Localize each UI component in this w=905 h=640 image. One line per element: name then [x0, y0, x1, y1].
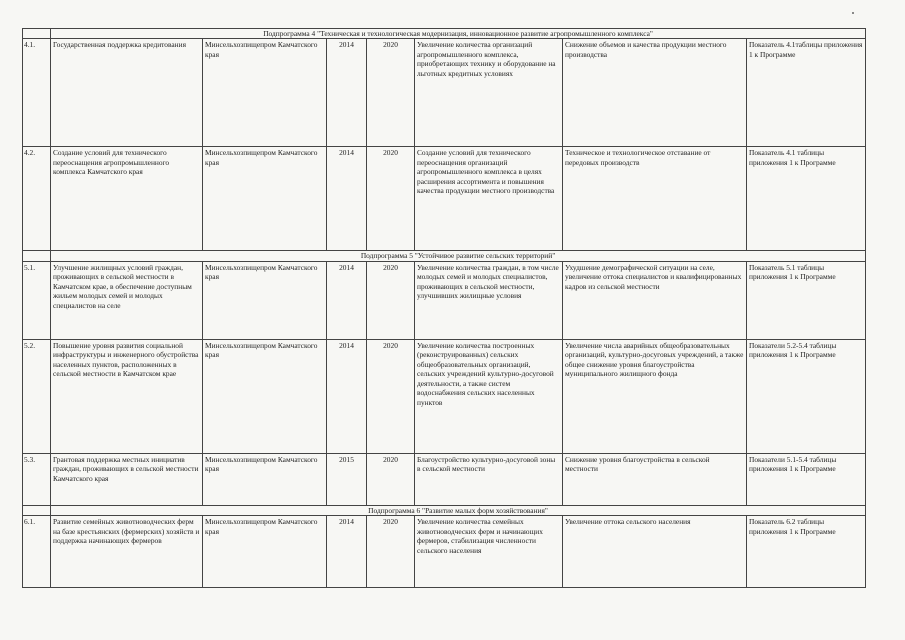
end-year: 2020 [367, 39, 415, 147]
non-implementation-consequence: Ухудшение демографической ситуации на селе, увеличение оттока специалистов и квалифицированных кадров из сельской местности [563, 261, 747, 339]
measure-name: Улучшение жилищных условий граждан, проживающих в сельской местности в Камчатском крае, в обеспечение доступным жильем молодых семей и молодых специалистов на селе [51, 261, 203, 339]
executor: Минсельхозпищепром Камчатского края [203, 453, 327, 505]
expected-result: Увеличение количества организаций агропромышленного комплекса, приобретающих технику и оборудование на льготных кредитных условиях [415, 39, 563, 147]
linked-indicator: Показатель 5.1 таблицы приложения 1 к Программе [747, 261, 866, 339]
program-measures-table [22, 28, 866, 588]
end-year: 2020 [367, 261, 415, 339]
expected-result: Благоустройство культурно-досуговой зоны в сельской местности [415, 453, 563, 505]
measure-name: Повышение уровня развития социальной инфраструктуры и инженерного обустройства населенных пунктов, расположенных в сельской местности в Камчатском крае [51, 339, 203, 453]
expected-result: Увеличение количества построенных (реконструированных) сельских общеобразовательных организаций, сельских учреждений культурно-досуговой деятельности, а также систем водоснабжения сельских населенных пунктов [415, 339, 563, 453]
linked-indicator: Показатели 5.2-5.4 таблицы приложения 1 к Программе [747, 339, 866, 453]
executor: Минсельхозпищепром Камчатского края [203, 147, 327, 251]
table-row [23, 339, 866, 453]
linked-indicator: Показатель 4.1 таблицы приложения 1 к Программе [747, 147, 866, 251]
row-number: 6.1. [23, 516, 51, 588]
end-year: 2020 [367, 516, 415, 588]
row-number: 5.1. [23, 261, 51, 339]
measure-name: Создание условий для технического переоснащения агропромышленного комплекса Камчатского края [51, 147, 203, 251]
expected-result: Увеличение количества граждан, в том числе молодых семей и молодых специалистов, проживающих в сельской местности, улучшивших жилищные условия [415, 261, 563, 339]
blank-cell [23, 29, 51, 39]
start-year: 2014 [327, 339, 367, 453]
subprogram-6-header [23, 505, 866, 515]
table-row [23, 516, 866, 588]
non-implementation-consequence: Увеличение числа аварийных общеобразовательных организаций, культурно-досуговых учреждений, а также общее снижение уровня благоустройства муниципального жилищного фонда [563, 339, 747, 453]
subprogram-6-title: Подпрограмма 6 "Развитие малых форм хозяйствования" [51, 505, 866, 515]
non-implementation-consequence: Снижение уровня благоустройства в сельской местности [563, 453, 747, 505]
end-year: 2020 [367, 453, 415, 505]
start-year: 2015 [327, 453, 367, 505]
start-year: 2014 [327, 147, 367, 251]
measure-name: Развитие семейных животноводческих ферм на базе крестьянских (фермерских) хозяйств и поддержка начинающих фермеров [51, 516, 203, 588]
row-number: 4.2. [23, 147, 51, 251]
start-year: 2014 [327, 261, 367, 339]
row-number: 5.3. [23, 453, 51, 505]
executor: Минсельхозпищепром Камчатского края [203, 516, 327, 588]
end-year: 2020 [367, 147, 415, 251]
non-implementation-consequence: Увеличение оттока сельского населения [563, 516, 747, 588]
subprogram-5-header [23, 251, 866, 261]
non-implementation-consequence: Техническое и технологическое отставание от передовых производств [563, 147, 747, 251]
start-year: 2014 [327, 39, 367, 147]
subprogram-5-title: Подпрограмма 5 "Устойчивое развитие сельских территорий" [51, 251, 866, 261]
blank-cell [23, 251, 51, 261]
expected-result: Создание условий для технического переоснащения организаций агропромышленного комплекса в целях расширения ассортимента и повышения качества продукции местного производства [415, 147, 563, 251]
subprogram-4-header [23, 29, 866, 39]
subprogram-4-title: Подпрограмма 4 "Техническая и технологическая модернизация, инновационное развитие агропромышленного комплекса" [51, 29, 866, 39]
blank-cell [23, 505, 51, 515]
row-number: 5.2. [23, 339, 51, 453]
expected-result: Увеличение количества семейных животноводческих ферм и начинающих фермеров, стабилизация численности сельского населения [415, 516, 563, 588]
linked-indicator: Показатель 6.2 таблицы приложения 1 к Программе [747, 516, 866, 588]
start-year: 2014 [327, 516, 367, 588]
table-row [23, 261, 866, 339]
non-implementation-consequence: Снижение объемов и качества продукции местного производства [563, 39, 747, 147]
table-row [23, 147, 866, 251]
linked-indicator: Показатель 4.1таблицы приложения 1 к Программе [747, 39, 866, 147]
measure-name: Грантовая поддержка местных инициатив граждан, проживающих в сельской местности Камчатского края [51, 453, 203, 505]
measure-name: Государственная поддержка кредитования [51, 39, 203, 147]
program-table-page [22, 28, 865, 588]
scan-speck [852, 12, 854, 14]
executor: Минсельхозпищепром Камчатского края [203, 339, 327, 453]
linked-indicator: Показатели 5.1-5.4 таблицы приложения 1 к Программе [747, 453, 866, 505]
executor: Минсельхозпищепром Камчатского края [203, 39, 327, 147]
executor: Минсельхозпищепром Камчатского края [203, 261, 327, 339]
row-number: 4.1. [23, 39, 51, 147]
table-row [23, 453, 866, 505]
end-year: 2020 [367, 339, 415, 453]
table-row [23, 39, 866, 147]
